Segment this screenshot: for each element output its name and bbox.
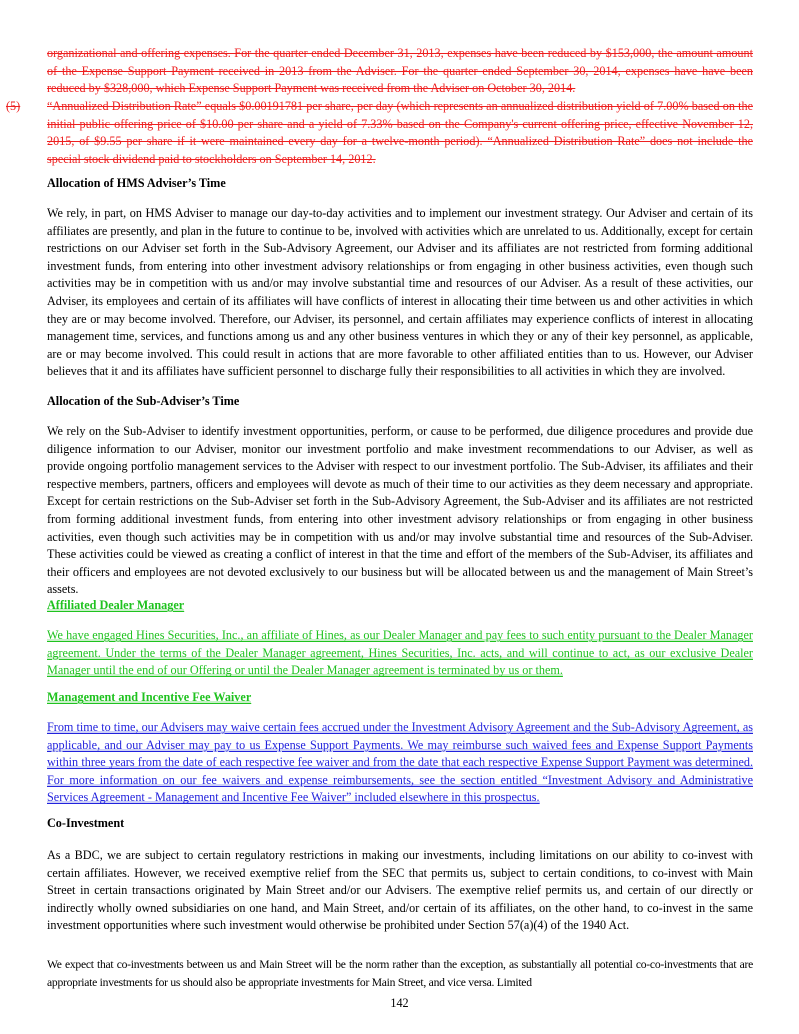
heading-fee-waiver	[47, 689, 251, 707]
inserted-paragraph-text: From time to time, our Advisers may waive certain fees accrued under the Investment Advisory Agreement and the Sub-Advisory Agreement, as applicable, and our Adviser may pay to us Expense Support Payments. We may reimburse such waived fees and Expense Support Payments within three years from the date of each respective fee waiver and from the date that each respective Expense Support Payment was determined. For more information on our fee waivers and expense reimbursements, see the section entitled “Investment Advisory and Administrative Services Agreement - Management and Incentive Fee Waiver” included elsewhere in this prospectus.	[47, 720, 753, 805]
paragraph-co-investment-expectation: We expect that co-investments between us and Main Street will be the norm rather than the exception, as substantially all potential co-co-investments that are appropriate investments for us should also be appropriate investments for Main Street, and vice versa. Limited	[47, 958, 753, 989]
deleted-expense-support-text: organizational and offering expenses. For the quarter ended December 31, 2013, expenses have been reduced by $153,000, the amount amount of the Expense Support Payment received in 2013 from the Adviser. For the quarter ended September 30, 2014, expenses have have been reduced by $328,000, which Expense Support Payment was received from the Adviser on October 30, 2014.	[47, 46, 753, 96]
paragraph-hms-adviser-time: We rely, in part, on HMS Adviser to manage our day-to-day activities and to implement our investment strategy. Our Adviser and certain of its affiliates are presently, and plan in the future to continue to be, involved with activities which are unrelated to us. Additionally, except for certain restrictions on our Adviser set forth in the Sub-Advisory Agreement, our Adviser and its affiliates are not restricted from forming additional investment funds, from entering into other investment advisory relationships or from engaging in other business activities, even though such activities may be in competition with us and/or may involve substantial time and resources of our Adviser. As a result of these activities, our Adviser, its employees and certain of its affiliates will have conflicts of interest in allocating their time between us and other activities in which they are or may become involved. Therefore, our Adviser, its personnel, and certain affiliates may experience conflicts of interest in allocating management time, services, and functions among us and any other business ventures in which they or any of their key personnel, as applicable, are or may become involved. This could result in actions that are more favorable to other affiliated entities than to us. However, our Adviser believes that it and its affiliates have sufficient personnel to discharge fully their responsibilities to all activities in which they are involved.	[47, 206, 753, 379]
heading-sub-adviser-time: Allocation of the Sub-Adviser’s Time	[47, 394, 240, 408]
paragraph-affiliated-dealer-manager	[47, 627, 753, 680]
heading-affiliated-dealer-manager	[47, 597, 184, 615]
inserted-heading-text: Management and Incentive Fee Waiver	[47, 690, 252, 704]
paragraph-fee-waiver	[47, 719, 753, 807]
heading-hms-adviser-time: Allocation of HMS Adviser’s Time	[47, 176, 226, 190]
heading-co-investment: Co-Investment	[47, 816, 125, 830]
inserted-paragraph-text: We have engaged Hines Securities, Inc., an affiliate of Hines, as our Dealer Manager and pay fees to such entity pursuant to the Dealer Manager agreement. Under the terms of the Dealer Manager agreement, Hines Securities, Inc. acts, and will continue to act, as our exclusive Dealer Manager until the end of our Offering or until the Dealer Manager agreement is terminated by us or them.	[47, 628, 753, 678]
page-number: 142	[390, 996, 409, 1010]
deleted-footnote-5	[6, 98, 753, 168]
paragraph-co-investment: As a BDC, we are subject to certain regulatory restrictions in making our investments, including limitations on our ability to co-invest with certain affiliates. However, we received exemptive relief from the SEC that permits us, subject to certain conditions, to co-invest with Main Street in certain transactions originated by Main Street and/or our Advisers. The exemptive relief permits us, and certain of our directly or indirectly wholly owned subsidiaries on one hand, and Main Street, and/or certain of its affiliates, on the other hand, to co-invest in the same investment opportunities where such investment would otherwise be prohibited under Section 57(a)(4) of the 1940 Act.	[47, 848, 753, 933]
paragraph-sub-adviser-time: We rely on the Sub-Adviser to identify investment opportunities, perform, or cause to be performed, due diligence procedures and provide due diligence information to our Adviser, monitor our investment portfolio and make investment recommendations to our Adviser, as well as provide ongoing portfolio management services to the Adviser with respect to our investment portfolio. The Sub-Adviser, its affiliates and their respective members, partners, officers and employees will devote as much of their time to our activities as they deem necessary and appropriate. Except for certain restrictions on the Sub-Adviser set forth in the Sub-Advisory Agreement, the Sub-Adviser and its affiliates are not restricted from forming additional investment funds, from entering into other investment advisory relationships or from engaging in other business activities, even though such activities may be in competition with us and/or may involve substantial time and resources of the Sub-Adviser. These activities could be viewed as creating a conflict of interest in that the time and effort of the members of the Sub-Adviser, its affiliates and their officers and employees are not devoted exclusively to our business but will be allocated between us and the management of Main Street’s assets.	[47, 424, 753, 597]
inserted-heading-text: Affiliated Dealer Manager	[47, 598, 185, 612]
footnote-text: “Annualized Distribution Rate” equals $0.00191781 per share, per day (which represents an annualized distribution yield of 7.00% based on the initial public offering price of $10.00 per share and a yield of 7.33% based on the Company's current offering price, effective November 12, 2015, of $9.55 per share if it were maintained every day for a twelve-month period). “Annualized Distribution Rate” does not include the special stock dividend paid to stockholders on September 14, 2012.	[47, 99, 753, 166]
footnote-number: (5)	[6, 99, 21, 113]
